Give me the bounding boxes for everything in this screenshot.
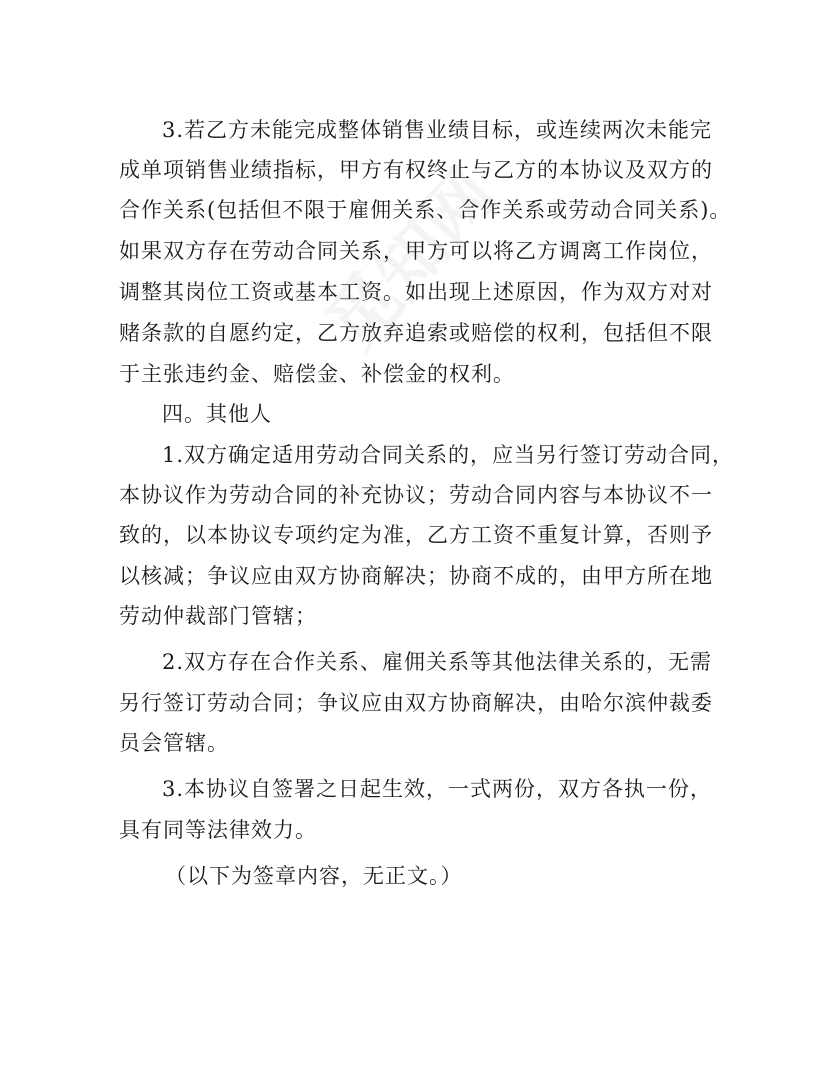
text-line: 如果双方存在劳动合同关系，甲方可以将乙方调离工作岗位， [119,239,713,263]
text-line: 合作关系(包括但不限于雇佣关系、合作关系或劳动合同关系)。 [119,198,732,222]
closing-note: （以下为签章内容，无正文。） [165,864,463,888]
text-line: 调整其岗位工资或基本工资。如出现上述原因，作为双方对对 [119,280,713,304]
text-line: 3.本协议自签署之日起生效，一式两份，双方各执一份， [162,777,713,801]
text-line: 成单项销售业绩指标，甲方有权终止与乙方的本协议及双方的 [119,158,713,182]
text-line: 致的，以本协议专项约定为准，乙方工资不重复计算，否则予 [119,523,713,547]
text-line: 具有同等法律效力。 [119,818,317,842]
text-line: 1.双方确定适用劳动合同关系的，应当另行签订劳动合同， [162,443,735,467]
text-line: 3.若乙方未能完成整体销售业绩目标，或连续两次未能完 [162,118,713,142]
text-line: 以核减；争议应由双方协商解决；协商不成的，由甲方所在地 [119,564,713,588]
text-line: 赌条款的自愿约定，乙方放弃追索或赔偿的权利，包括但不限 [119,321,713,345]
text-line: 于主张违约金、赔偿金、补偿金的权利。 [119,362,515,386]
text-line: 本协议作为劳动合同的补充协议；劳动合同内容与本协议不一 [119,483,713,507]
text-line: 另行签订劳动合同；争议应由双方协商解决，由哈尔滨仲裁委 [119,691,713,715]
text-line: 2.双方存在合作关系、雇佣关系等其他法律关系的，无需 [162,650,713,674]
text-line: 劳动仲裁部门管辖； [119,604,317,628]
text-line: 员会管辖。 [119,731,229,755]
section-heading: 四。其他人 [162,402,272,426]
